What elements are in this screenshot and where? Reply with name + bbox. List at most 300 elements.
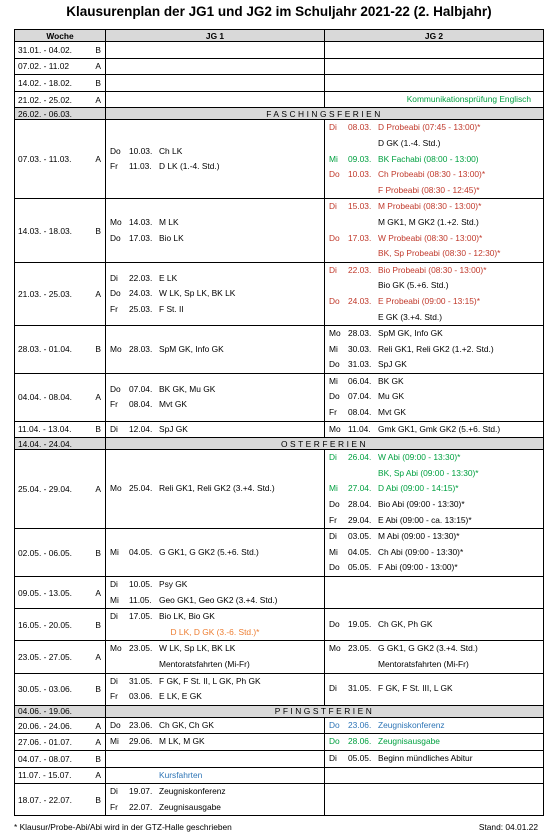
entry-line — [325, 183, 543, 199]
entry-day: Di — [110, 579, 118, 589]
entry-text: Ch GK, Ph GK — [378, 618, 433, 629]
week-type: B — [95, 424, 101, 435]
entry-line — [325, 374, 543, 390]
entry-date: 28.03. — [129, 343, 153, 354]
jg2-cell — [325, 75, 544, 92]
entry-day: Fr — [110, 303, 118, 314]
entry-line — [325, 389, 543, 405]
entry-date — [348, 215, 378, 231]
entry-date: 17.03. — [348, 232, 372, 243]
week-range: 07.03. - 11.03. — [18, 154, 72, 165]
entry-day: Do — [110, 719, 121, 730]
entry-date: 23.05. — [348, 643, 372, 654]
entry-date: 12.04. — [129, 423, 153, 434]
entry-day: Do — [329, 719, 340, 730]
entry-day: Mi — [329, 375, 338, 386]
entry-line — [325, 751, 543, 767]
week-type: A — [95, 770, 101, 781]
entry-line — [325, 120, 543, 136]
week-type: B — [95, 753, 101, 764]
entry-line — [325, 641, 543, 657]
week-cell — [15, 75, 106, 92]
entry-date: 31.05. — [348, 683, 372, 694]
week-type: A — [95, 288, 101, 299]
entry-text: SpM GK, Info GK — [378, 328, 443, 339]
entry-date: 26.04. — [348, 452, 372, 463]
entry-text: SpM GK, Info GK — [159, 343, 224, 354]
jg2-cell — [325, 58, 544, 75]
entry-day — [325, 657, 348, 673]
entry-date: 29.06. — [129, 736, 153, 747]
entry-text: W Abi (09:00 - 13:30)* — [378, 452, 461, 463]
week-range: 04.07. - 08.07. — [18, 753, 73, 764]
jg1-cell — [106, 750, 325, 767]
holiday-label: PFINGSTFERIEN — [106, 705, 544, 717]
jg1-cell — [106, 717, 325, 734]
entry-line — [106, 718, 324, 734]
entry-line — [106, 593, 324, 609]
entry-line — [106, 215, 324, 231]
entry-date: 11.04. — [348, 423, 371, 434]
entry-date: 11.05. — [129, 594, 152, 605]
entry-line — [106, 734, 324, 750]
entry-line — [106, 784, 324, 800]
entry-day: Mo — [329, 423, 341, 434]
week-type: A — [95, 392, 101, 403]
entry-text: F GK, F St. III, L GK — [378, 683, 453, 694]
week-type: A — [95, 651, 101, 662]
entry-day: Di — [329, 201, 337, 212]
entry-text: Ch GK, Ch GK — [159, 719, 214, 730]
entry-line — [106, 768, 324, 784]
jg2-cell — [325, 717, 544, 734]
week-row — [15, 734, 544, 751]
entry-date: 04.05. — [129, 546, 153, 557]
week-cell — [15, 750, 106, 767]
entry-line — [325, 231, 543, 247]
entry-day: Di — [329, 452, 337, 463]
entry-day: Do — [329, 736, 340, 747]
entry-text: D GK (1.-4. Std.) — [378, 137, 441, 148]
entry-text: Mentoratsfahrten (Mi-Fr) — [378, 658, 469, 669]
week-cell — [15, 262, 106, 325]
entry-date: 10.03. — [348, 169, 372, 180]
entry-line — [106, 302, 324, 318]
week-range: 28.03. - 01.04. — [18, 344, 73, 355]
entry-text: E LK — [159, 272, 178, 283]
jg2-cell — [325, 673, 544, 705]
jg1-cell — [106, 199, 325, 262]
entry-text: F St. II — [159, 303, 184, 314]
entry-day: Di — [329, 752, 337, 763]
entry-text: E GK (3.+4. Std.) — [378, 311, 443, 322]
entry-text: BK GK — [378, 375, 404, 386]
week-row — [15, 450, 544, 529]
entry-date — [129, 768, 159, 784]
entry-line — [106, 674, 324, 690]
week-range: 14.03. - 18.03. — [18, 225, 73, 236]
entry-line — [325, 422, 543, 438]
week-range: 09.05. - 13.05. — [18, 587, 73, 598]
week-cell — [15, 673, 106, 705]
entry-day: Mi — [329, 343, 338, 354]
week-cell — [15, 784, 106, 816]
week-type: B — [95, 794, 101, 805]
entry-line — [325, 529, 543, 545]
header-jg1: JG 1 — [106, 30, 325, 42]
jg2-cell — [325, 750, 544, 767]
entry-line — [106, 231, 324, 247]
entry-date: 10.03. — [129, 145, 153, 156]
jg1-cell — [106, 641, 325, 673]
entry-day: Do — [329, 618, 340, 629]
entry-line — [106, 689, 324, 705]
week-type: A — [95, 94, 101, 105]
entry-text: BK Fachabi (08:00 - 13:00) — [378, 153, 479, 164]
entry-line — [106, 609, 324, 625]
entry-line — [325, 560, 543, 576]
jg1-cell — [106, 58, 325, 75]
entry-day: Di — [329, 683, 337, 694]
entry-line — [106, 641, 324, 657]
entry-text: SpJ GK — [159, 423, 188, 434]
week-range: 20.06. - 24.06. — [18, 720, 73, 731]
entry-text: Bio GK (5.+6. Std.) — [378, 280, 449, 291]
entry-date: 24.03. — [129, 288, 153, 299]
jg1-cell — [106, 262, 325, 325]
week-cell — [15, 734, 106, 751]
week-row — [15, 262, 544, 325]
jg2-cell — [325, 326, 544, 374]
week-range: 02.05. - 06.05. — [18, 547, 73, 558]
entry-text: G GK1, G GK2 (5.+6. Std.) — [159, 546, 259, 557]
entry-day: Do — [329, 359, 340, 370]
week-type: B — [95, 547, 101, 558]
week-row — [15, 108, 544, 120]
entry-text: Geo GK1, Geo GK2 (3.+4. Std.) — [159, 594, 278, 605]
week-cell — [15, 199, 106, 262]
week-row — [15, 767, 544, 784]
week-cell — [15, 421, 106, 438]
jg1-cell — [106, 91, 325, 108]
entry-text: F GK, F St. II, L GK, Ph GK — [159, 675, 261, 686]
week-row — [15, 529, 544, 577]
entry-day — [325, 183, 348, 199]
entry-line — [106, 577, 324, 593]
entry-text: D LK (1.-4. Std.) — [159, 161, 220, 172]
week-row — [15, 75, 544, 92]
entry-date — [129, 657, 159, 673]
entry-date — [348, 657, 378, 673]
entry-text: Zeugnisausgabe — [159, 801, 221, 812]
week-type: B — [95, 77, 101, 88]
week-cell — [15, 767, 106, 784]
entry-date: 31.03. — [348, 359, 372, 370]
jg1-cell — [106, 529, 325, 577]
entry-date: 29.04. — [348, 514, 372, 525]
entry-text: G GK1, G GK2 (3.+4. Std.) — [378, 643, 478, 654]
entry-line — [325, 450, 543, 466]
entry-line — [106, 342, 324, 358]
entry-date: 11.03. — [129, 161, 152, 172]
exam-schedule-table — [14, 29, 544, 816]
entry-text: D Probeabi (07:45 - 13:00)* — [378, 122, 481, 133]
week-row — [15, 705, 544, 717]
entry-day: Di — [110, 786, 118, 797]
week-range: 14.04. - 24.04. — [18, 438, 73, 449]
week-cell — [15, 717, 106, 734]
week-row — [15, 373, 544, 421]
jg1-cell — [106, 767, 325, 784]
entry-text: F Abi (09:00 - 13:00)* — [378, 562, 458, 573]
entry-date: 10.05. — [129, 579, 153, 589]
entry-date — [348, 136, 378, 152]
entry-date — [348, 466, 378, 482]
entry-line — [106, 144, 324, 160]
jg1-cell — [106, 421, 325, 438]
entry-date: 31.05. — [129, 675, 153, 686]
entry-text: Beginn mündliches Abitur — [378, 752, 473, 763]
entry-date: 28.06. — [348, 736, 372, 747]
entry-text: Mvt GK — [159, 399, 187, 410]
entry-line — [325, 718, 543, 734]
entry-day: Mo — [110, 483, 122, 494]
week-type: B — [95, 684, 101, 695]
week-cell — [15, 42, 106, 59]
entry-date: 08.04. — [129, 399, 153, 410]
header-week: Woche — [15, 30, 106, 42]
entry-line — [325, 545, 543, 561]
jg2-cell — [325, 641, 544, 673]
entry-line — [106, 657, 324, 673]
week-row — [15, 673, 544, 705]
entry-text: Bio LK, Bio GK — [159, 611, 215, 622]
entry-date: 22.07. — [129, 801, 153, 812]
jg1-cell — [106, 326, 325, 374]
entry-date: 09.03. — [348, 153, 372, 164]
entry-day: Fr — [110, 801, 118, 812]
entry-day: Mi — [110, 546, 119, 557]
entry-day: Di — [110, 611, 118, 622]
week-range: 23.05. - 27.05. — [18, 651, 73, 662]
entry-text: Zeugniskonferenz — [159, 786, 226, 797]
jg1-cell — [106, 120, 325, 199]
entry-text: BK GK, Mu GK — [159, 383, 216, 394]
footer-stand: Stand: 04.01.22 — [478, 822, 538, 832]
jg2-cell — [325, 529, 544, 577]
entry-line — [325, 342, 543, 358]
entry-day: Do — [329, 169, 340, 180]
entry-day: Mo — [110, 643, 122, 654]
week-cell — [15, 91, 106, 108]
jg2-cell — [325, 784, 544, 816]
entry-day: Do — [110, 145, 121, 156]
jg2-cell — [325, 767, 544, 784]
entry-line — [325, 513, 543, 529]
week-range: 11.04. - 13.04. — [18, 424, 72, 435]
week-range: 04.06. - 19.06. — [18, 706, 73, 717]
jg2-cell — [325, 120, 544, 199]
week-cell — [15, 641, 106, 673]
week-type: A — [95, 587, 101, 598]
entry-line — [325, 294, 543, 310]
week-cell — [15, 450, 106, 529]
entry-text: BK, Sp Probeabi (08:30 - 12:30)* — [378, 248, 501, 259]
entry-day: Do — [110, 383, 121, 394]
entry-text: BK, Sp Abi (09:00 - 13:30)* — [378, 467, 479, 478]
entry-text: Ch LK — [159, 145, 183, 156]
header-jg2: JG 2 — [325, 30, 544, 42]
entry-line — [106, 382, 324, 398]
holiday-label: FASCHINGSFERIEN — [106, 108, 544, 120]
entry-day: Di — [110, 272, 118, 283]
entry-day: Fr — [329, 514, 337, 525]
week-row — [15, 609, 544, 641]
week-type: B — [95, 44, 101, 55]
week-cell — [15, 438, 106, 450]
week-row — [15, 421, 544, 438]
entry-date — [348, 246, 378, 262]
entry-text: E Abi (09:00 - ca. 13:15)* — [378, 514, 472, 525]
week-type: A — [95, 737, 101, 748]
week-cell — [15, 609, 106, 641]
week-cell — [15, 705, 106, 717]
entry-line — [106, 397, 324, 413]
entry-line — [325, 734, 543, 750]
entry-date — [348, 310, 378, 326]
week-cell — [15, 577, 106, 609]
entry-date: 28.04. — [348, 499, 372, 510]
holiday-label: OSTERFERIEN — [106, 438, 544, 450]
entry-date: 28.03. — [348, 328, 372, 339]
entry-text: Bio Probeabi (08:30 - 13:00)* — [378, 264, 487, 275]
entry-day: Di — [329, 531, 337, 542]
entry-date: 19.05. — [348, 618, 372, 629]
entry-day: Do — [329, 232, 340, 243]
week-cell — [15, 58, 106, 75]
jg2-cell — [325, 42, 544, 59]
week-cell — [15, 326, 106, 374]
entry-line — [325, 152, 543, 168]
entry-date: 03.05. — [348, 531, 372, 542]
entry-text: Bio LK — [159, 232, 184, 243]
entry-text: M Probeabi (08:30 - 13:00)* — [378, 201, 482, 212]
week-range: 25.04. - 29.04. — [18, 484, 73, 495]
week-range: 04.04. - 08.04. — [18, 392, 73, 403]
entry-text: Kursfahrten — [159, 769, 203, 780]
entry-day — [325, 136, 348, 152]
week-row — [15, 750, 544, 767]
week-type: B — [95, 225, 101, 236]
header-row — [15, 30, 544, 42]
page-title: Klausurenplan der JG1 und JG2 im Schuljahr 2021-22 (2. Halbjahr) — [66, 4, 492, 19]
jg2-cell — [325, 199, 544, 262]
entry-day — [106, 657, 129, 673]
entry-day — [325, 215, 348, 231]
week-row — [15, 784, 544, 816]
jg2-cell — [325, 609, 544, 641]
jg1-cell — [106, 609, 325, 641]
entry-text: M LK, M GK — [159, 736, 205, 747]
entry-line — [325, 278, 543, 294]
entry-date: 14.03. — [129, 216, 153, 227]
week-row — [15, 91, 544, 108]
entry-line — [325, 215, 543, 231]
entry-line — [325, 497, 543, 513]
jg1-cell — [106, 450, 325, 529]
entry-day: Do — [329, 562, 340, 573]
entry-day — [325, 466, 348, 482]
entry-day: Mi — [329, 153, 338, 164]
entry-day — [325, 278, 348, 294]
entry-text: Mentoratsfahrten (Mi-Fr) — [159, 658, 250, 669]
entry-text: M Abi (09:00 - 13:30)* — [378, 531, 460, 542]
week-cell — [15, 120, 106, 199]
week-cell — [15, 108, 106, 120]
entry-date: 17.05. — [129, 611, 153, 622]
entry-line — [325, 263, 543, 279]
entry-day: Fr — [110, 399, 118, 410]
entry-day — [325, 310, 348, 326]
entry-text: Zeugnisausgabe — [378, 736, 440, 747]
entry-line — [325, 681, 543, 697]
week-row — [15, 641, 544, 673]
entry-text: Zeugniskonferenz — [378, 719, 445, 730]
entry-date: 23.06. — [129, 719, 153, 730]
week-type: B — [95, 619, 101, 630]
entry-date: 17.03. — [129, 232, 153, 243]
week-range: 21.02. - 25.02. — [18, 94, 73, 105]
entry-date: 07.04. — [348, 391, 372, 402]
entry-date: 22.03. — [129, 272, 153, 283]
jg1-cell — [106, 577, 325, 609]
entry-line — [325, 657, 543, 673]
entry-line — [325, 136, 543, 152]
jg2-cell — [325, 262, 544, 325]
entry-text: E Probeabi (09:00 - 13:15)* — [378, 295, 480, 306]
week-range: 30.05. - 03.06. — [18, 684, 73, 695]
entry-date: 06.04. — [348, 375, 372, 386]
entry-day: Mo — [329, 643, 341, 654]
entry-date: 08.04. — [348, 407, 372, 418]
entry-day: Mi — [110, 594, 119, 605]
entry-line — [325, 310, 543, 326]
jg1-cell — [106, 734, 325, 751]
jg1-cell — [106, 42, 325, 59]
entry-text: E LK, E GK — [159, 691, 202, 702]
week-type: A — [95, 61, 101, 72]
entry-line — [325, 466, 543, 482]
entry-text: W Probeabi (08:30 - 13:00)* — [378, 232, 483, 243]
week-range: 18.07. - 22.07. — [18, 794, 73, 805]
week-cell — [15, 373, 106, 421]
week-row — [15, 199, 544, 262]
entry-text: Mu GK — [378, 391, 405, 402]
entry-day: Do — [110, 232, 121, 243]
entry-line — [325, 326, 543, 342]
entry-line — [106, 286, 324, 302]
entry-line — [106, 625, 324, 641]
entry-day: Do — [329, 295, 340, 306]
entry-text: M LK — [159, 216, 179, 227]
jg1-cell — [106, 75, 325, 92]
entry-date: 23.05. — [129, 643, 153, 654]
entry-line — [325, 357, 543, 373]
week-range: 26.02. - 06.03. — [18, 108, 73, 119]
week-row — [15, 326, 544, 374]
entry-day: Mo — [329, 328, 341, 339]
entry-day: Fr — [329, 407, 337, 418]
